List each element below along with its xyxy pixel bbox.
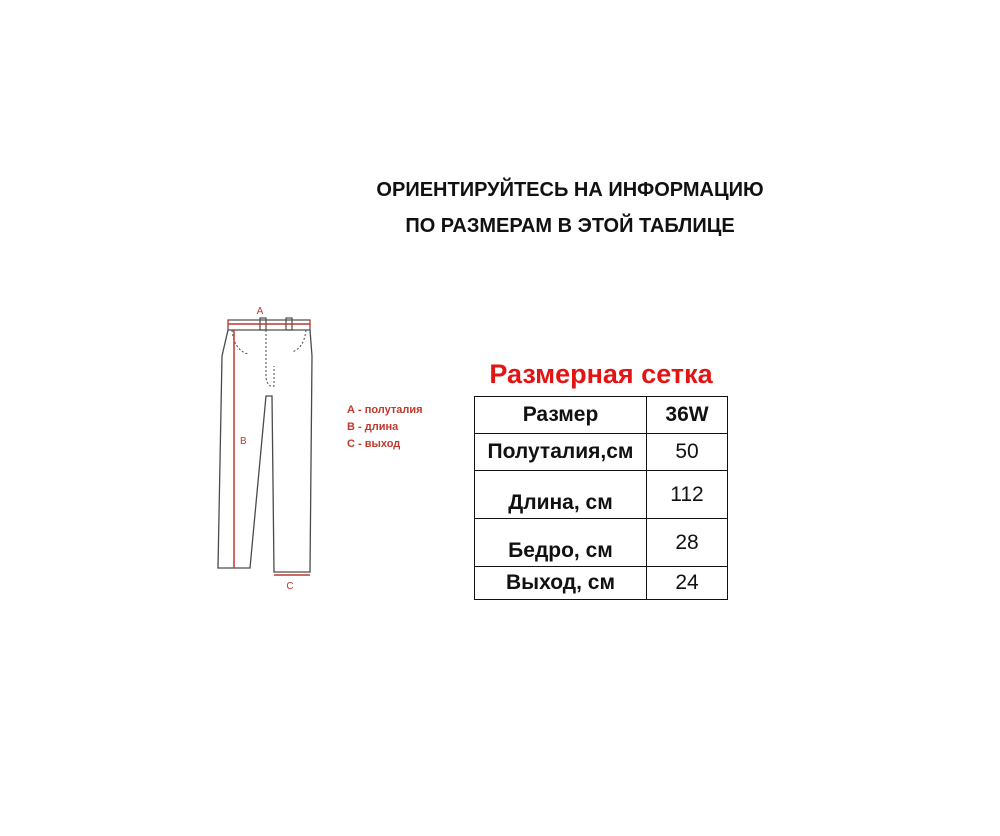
measure-b-label: B (240, 436, 247, 447)
table-row (475, 519, 728, 567)
table-header-row (475, 397, 728, 434)
header-value: 36W (647, 397, 728, 434)
row-value: 112 (647, 471, 728, 519)
row-label: Бедро, см (475, 519, 647, 567)
row-value: 50 (647, 434, 728, 471)
heading-line-1: ОРИЕНТИРУЙТЕСЬ НА ИНФОРМАЦИЮ (376, 179, 764, 201)
row-label: Полуталия,см (475, 434, 647, 471)
measure-c-label: C (286, 581, 294, 592)
row-label: Длина, см (475, 471, 647, 519)
trousers-outline (218, 330, 312, 572)
right-pocket (292, 330, 306, 352)
row-value: 24 (647, 567, 728, 600)
trousers-diagram (200, 296, 340, 596)
page-heading (260, 172, 880, 244)
table-row (475, 471, 728, 519)
heading-line-2: ПО РАЗМЕРАМ В ЭТОЙ ТАБЛИЦЕ (405, 215, 735, 237)
legend-item-a: А - полуталия (347, 404, 423, 416)
table-row (475, 567, 728, 600)
row-value: 28 (647, 519, 728, 567)
size-chart-title: Размерная сетка (489, 359, 713, 389)
measurement-legend (347, 402, 423, 453)
trousers-fly (266, 330, 274, 386)
measure-a-label: A (256, 306, 264, 317)
table-row (475, 434, 728, 471)
header-label: Размер (475, 397, 647, 434)
size-table (474, 396, 728, 600)
row-label: Выход, см (475, 567, 647, 600)
legend-item-c: С - выход (347, 438, 401, 450)
legend-item-b: В - длина (347, 421, 399, 433)
